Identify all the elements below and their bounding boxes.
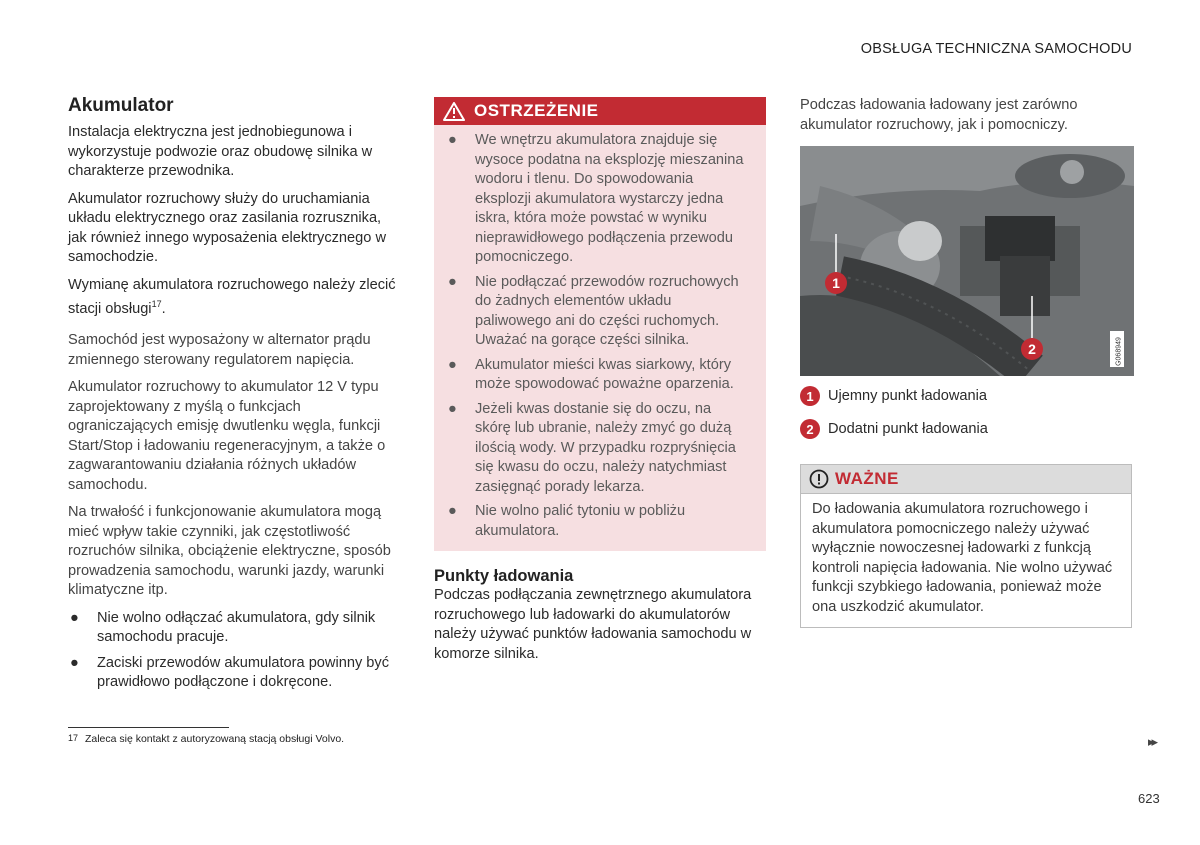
bullet-icon: ●	[70, 609, 79, 626]
callout-1: 1	[825, 272, 847, 294]
page-number: 623	[1138, 791, 1160, 806]
warning-list	[446, 131, 750, 541]
paragraph: Samochód jest wyposażony w alternator prądu zmiennego sterowany regulatorem napięcia.	[68, 332, 371, 368]
paragraph: Instalacja elektryczna jest jednobiegunowa i wykorzystuje podwozie oraz obudowę silnika w charakterze przewodnika.	[68, 124, 373, 179]
footnote-ref[interactable]: 17	[151, 299, 162, 309]
list-item-text: Nie wolno palić tytoniu w pobliżu akumulatora.	[475, 503, 686, 539]
bullet-icon: ●	[70, 654, 79, 671]
charging-section	[434, 567, 768, 672]
notice-body	[800, 493, 1132, 628]
list-item	[446, 356, 750, 395]
section-title: OBSŁUGA TECHNICZNA SAMOCHODU	[860, 41, 1132, 57]
paragraph: Akumulator rozruchowy służy do uruchamiania układu elektrycznego oraz zasilania rozrusznika, jak również innego wyposażenia elektrycznego w samochodzie.	[68, 190, 386, 265]
legend-number-2: 2	[800, 419, 820, 439]
notice-box	[800, 464, 1132, 628]
paragraph-with-footnote	[68, 276, 401, 320]
paragraph: Na trwałość i funkcjonowanie akumulatora mogą mieć wpływ takie czynniki, jak częstotliwość rozruchów silnika, obciążenie elektryczne, sposób prowadzenia samochodu, warunki jazdy, warunki klimatyczne itp.	[68, 504, 391, 599]
callout-2: 2	[1021, 338, 1043, 360]
warning-triangle-icon	[434, 101, 474, 121]
list-item	[446, 273, 750, 351]
legend-label-1: Ujemny punkt ładowania	[828, 388, 987, 404]
paragraph: Akumulator rozruchowy to akumulator 12 V typu zaprojektowany z myślą o funkcjach ograniczających emisję dwutlenku węgla, funkcji Start/Stop i ładowaniu regeneracyjnym, a także o zagwarantowaniu działania różnych układów samochodu.	[68, 379, 386, 493]
footnote	[68, 733, 344, 745]
bullet-icon: ●	[448, 273, 457, 290]
right-intro	[800, 96, 1132, 143]
list-item	[68, 609, 401, 648]
bullet-icon: ●	[448, 400, 457, 417]
list-item-text: Nie wolno odłączać akumulatora, gdy silnik samochodu pracuje.	[97, 609, 376, 646]
list-item	[446, 400, 750, 498]
list-item-text: Zaciski przewodów akumulatora powinny być prawidłowo podłączone i dokręcone.	[97, 654, 390, 691]
warning-box	[434, 97, 766, 551]
list-item-text: Akumulator mieści kwas siarkowy, który może spowodować poważne oparzenia.	[475, 356, 734, 392]
warning-title: OSTRZEŻENIE	[474, 101, 599, 120]
paragraph-text: Wymianę akumulatora rozruchowego należy zlecić stacji obsługi	[68, 276, 396, 317]
footnote-divider	[68, 727, 229, 728]
footnote-number: 17	[68, 733, 79, 743]
bullet-icon: ●	[448, 503, 457, 519]
legend-item-2	[800, 419, 988, 439]
image-code: G068949	[1115, 337, 1123, 366]
list-item-text: Nie podłączać przewodów rozruchowych do żadnych elementów układu paliwowego ani do części ruchomych. Uważać na gorące części silnika.	[475, 273, 739, 348]
list-item	[68, 654, 401, 693]
paragraph: Podczas ładowania ładowany jest zarówno akumulator rozruchowy, jak i pomocniczy.	[800, 97, 1078, 133]
heading-akumulator: Akumulator	[68, 95, 174, 116]
legend-item-1	[800, 386, 987, 406]
legend-label-2: Dodatni punkt ładowania	[828, 421, 988, 437]
paragraph: Podczas podłączania zewnętrznego akumulatora rozruchowego lub ładowarki do akumulatorów należy używać punktów ładowania samochodu w komorze silnika.	[434, 587, 752, 662]
notice-text: Do ładowania akumulatora rozruchowego i akumulatora pomocniczego należy używać wyłącznie nowoczesnej ładowarki z funkcją kontroli napięcia ładowania. Nie wolno używać funkcji szybkiego ładowania, ponieważ może ona uszkodzić akumulator.	[812, 501, 1113, 615]
paragraph-end: .	[161, 300, 166, 317]
warning-header	[434, 97, 766, 125]
list-item	[446, 502, 750, 541]
notice-title: WAŻNE	[835, 469, 899, 488]
engine-illustration	[800, 146, 1134, 376]
exclamation-icon	[809, 469, 829, 489]
list-item	[446, 131, 750, 268]
footnote-text: Zaleca się kontakt z autoryzowaną stacją obsługi Volvo.	[84, 733, 345, 745]
list-item-text: Jeżeli kwas dostanie się do oczu, na skórę lub ubranie, należy zmyć go dużą ilością wody. W przypadku rozpryśnięcia się kwasu do oczu, należy natychmiast zasięgnąć porady lekarza.	[475, 400, 736, 495]
bullet-icon: ●	[448, 356, 457, 373]
list-item-text: We wnętrzu akumulatora znajduje się wysoce podatna na eksplozję mieszanina wodoru i tlenu. Do spowodowania eksplozji akumulatora wystarczy jedna iskra, która może powstać w wyniku nieprawidłowego podłączenia przewodu pomocniczego.	[475, 132, 744, 265]
left-column	[68, 95, 401, 699]
bullet-list	[68, 609, 401, 693]
warning-body	[434, 125, 766, 551]
heading-punkty-ladowania: Punkty ładowania	[434, 567, 574, 585]
next-page-arrow-icon[interactable]: ▸▸	[1148, 734, 1156, 749]
legend-number-1: 1	[800, 386, 820, 406]
notice-header	[800, 464, 1132, 493]
bullet-icon: ●	[448, 132, 457, 148]
engine-bay-image	[800, 146, 1134, 376]
